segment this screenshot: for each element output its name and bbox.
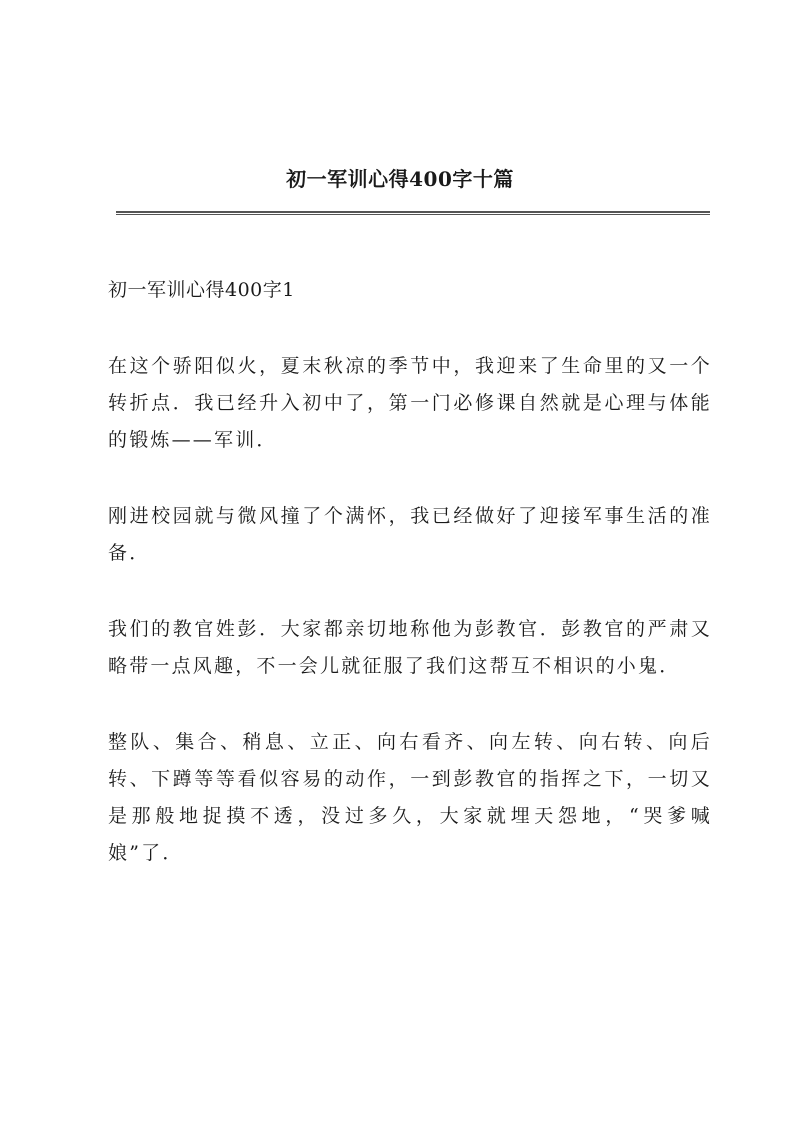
paragraph-3: 我们的教官姓彭．大家都亲切地称他为彭教官．彭教官的严肃又略带一点风趣，不一会儿就征服了我们这帮互不相识的小鬼． <box>108 618 712 677</box>
title-divider <box>116 211 710 215</box>
document-title: 初一军训心得400字十篇 <box>286 167 514 191</box>
section-heading: 初一军训心得400字1 <box>108 279 295 301</box>
document-body <box>108 272 712 911</box>
paragraph-2: 刚进校园就与微风撞了个满怀，我已经做好了迎接军事生活的准备． <box>108 505 712 564</box>
paragraph-1: 在这个骄阳似火，夏末秋凉的季节中，我迎来了生命里的又一个转折点．我已经升入初中了，第一门必修课自然就是心理与体能的锻炼——军训． <box>108 355 712 451</box>
paragraph-4: 整队、集合、稍息、立正、向右看齐、向左转、向右转、向后转、下蹲等等看似容易的动作，一到彭教官的指挥之下，一切又是那般地捉摸不透，没过多久，大家就埋天怨地，“哭爹喊娘”了． <box>108 731 712 864</box>
